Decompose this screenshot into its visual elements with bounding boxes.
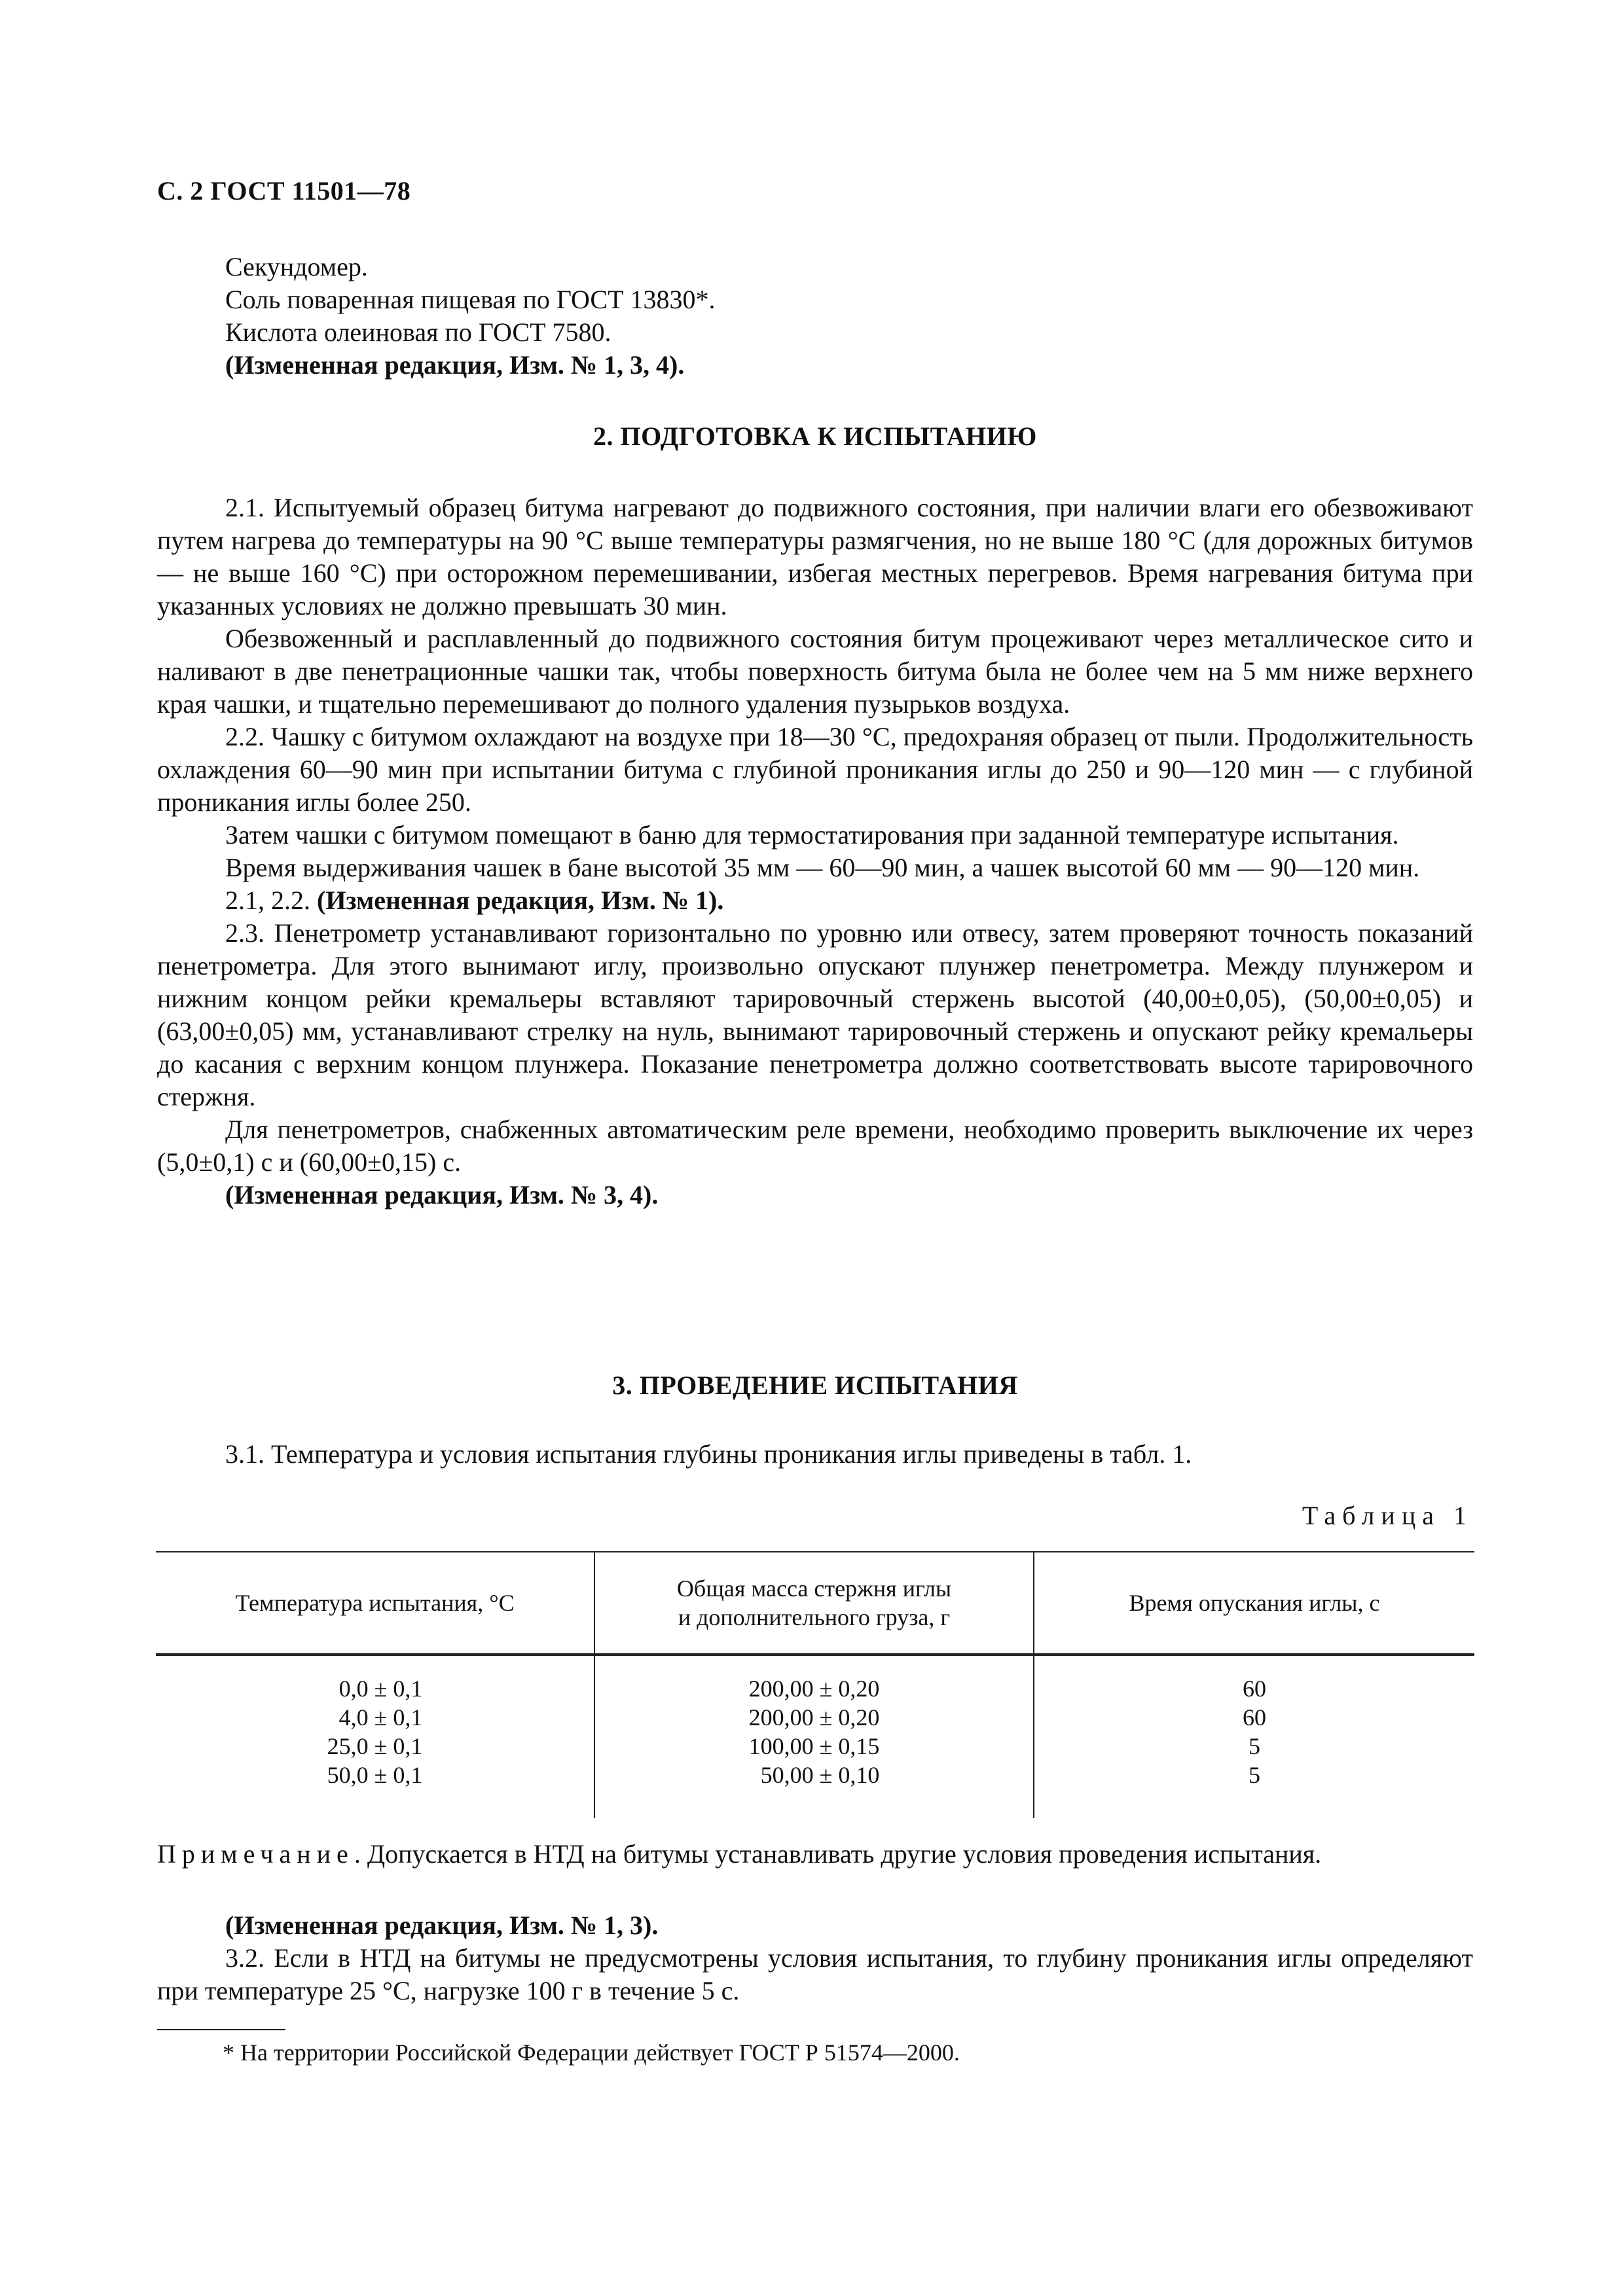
time-value: 60: [1243, 1704, 1266, 1731]
temp-value: 0,0 ± 0,1: [338, 1676, 423, 1702]
paragraph-3-2: 3.2. Если в НТД на битумы не предусмотрены условия испытания, то глубину проникания иглы определяют при температуре 25 °С, нагрузке 100 г в течение 5 с.: [157, 1943, 1473, 2005]
section-3-body: [157, 1909, 1473, 2007]
table-header-mass: [594, 1552, 1034, 1655]
table-1: [156, 1551, 1474, 1818]
time-value: 5: [1249, 1762, 1260, 1788]
table-header-row: [156, 1552, 1474, 1655]
paragraph-3-1: 3.1. Температура и условия испытания глубины проникания иглы приведены в табл. 1.: [225, 1439, 1192, 1469]
note-bold: (Измененная редакция, Изм. № 1).: [317, 886, 724, 915]
section-3: [157, 1369, 1473, 1402]
footnote: * На территории Российской Федерации действует ГОСТ Р 51574—2000.: [223, 2039, 960, 2066]
table-cell-time: [1034, 1655, 1474, 1818]
time-value: 60: [1243, 1676, 1266, 1702]
note-label: Примечание: [157, 1839, 354, 1869]
intro-line: Кислота олеиновая по ГОСТ 7580.: [225, 317, 611, 347]
intro-block: [157, 251, 1473, 382]
note-line: [157, 1838, 1473, 1871]
edition-note-3: (Измененная редакция, Изм. № 1, 3).: [225, 1910, 659, 1940]
temp-value: 4,0 ± 0,1: [338, 1704, 423, 1731]
table-cell-temp: [156, 1655, 594, 1818]
edition-note-2: [157, 884, 1473, 917]
temp-value: 25,0 ± 0,1: [327, 1733, 423, 1759]
edition-note: (Измененная редакция, Изм. № 1, 3, 4).: [225, 350, 685, 380]
table-header-temp: Температура испытания, °С: [235, 1590, 515, 1616]
section-3-intro: [157, 1438, 1473, 1471]
mass-value: 200,00 ± 0,20: [748, 1704, 880, 1731]
intro-line: Соль поваренная пищевая по ГОСТ 13830*.: [225, 285, 716, 314]
intro-line: Секундомер.: [225, 252, 368, 281]
time-value: 5: [1249, 1733, 1260, 1759]
paragraph-2-1: 2.1. Испытуемый образец битума нагревают до подвижного состояния, при наличии влаги его обезвоживают путем нагрева до температуры на 90 °С выше температуры размягчения, но не выше 180 °С (для дорожных битумов — не выше 160 °С) при осторожном перемешивании, избегая местных перегревов. Время нагревания битума при указанных условиях не должно превышать 30 мин.: [157, 493, 1473, 620]
paragraph-2-1b: Обезвоженный и расплавленный до подвижного состояния битум процеживают через металлическое сито и наливают в две пенетрационные чашки так, чтобы поверхность битума была не более чем на 5 мм ниже верхнего края чашки, и тщательно перемешивают до полного удаления пузырьков воздуха.: [157, 624, 1473, 719]
section-2-body: [157, 492, 1473, 1211]
note-text: . Допускается в НТД на битумы устанавливать другие условия проведения испытания.: [354, 1839, 1322, 1869]
header-mass-line1: Общая масса стержня иглы: [676, 1575, 952, 1602]
temp-value: 50,0 ± 0,1: [327, 1762, 423, 1788]
section-2-title: 2. ПОДГОТОВКА К ИСПЫТАНИЮ: [593, 422, 1037, 451]
note-prefix: 2.1, 2.2.: [225, 886, 317, 915]
paragraph-2-3: 2.3. Пенетрометр устанавливают горизонтально по уровню или отвесу, затем проверяют точность показаний пенетрометра. Для этого вынимают иглу, произвольно опускают плунжер пенетрометра. Между плунжером и нижним концом рейки кремальеры вставляют тарировочный стержень высотой (40,00±0,05), (50,00±0,05) и (63,00±0,05) мм, устанавливают стрелку на нуль, вынимают тарировочный стержень и опускают рейку кремальеры до касания с верхним концом плунжера. Показание пенетрометра должно соответствовать высоте тарировочного стержня.: [157, 918, 1473, 1111]
paragraph-2-3b: Для пенетрометров, снабженных автоматическим реле времени, необходимо проверить выключение их через (5,0±0,1) с и (60,00±0,15) с.: [157, 1115, 1473, 1177]
section-2: [157, 420, 1473, 453]
section-3-title: 3. ПРОВЕДЕНИЕ ИСПЫТАНИЯ: [612, 1371, 1018, 1400]
paragraph-2-2c: Время выдерживания чашек в бане высотой 35 мм — 60—90 мин, а чашек высотой 60 мм — 90—120 мин.: [225, 853, 1420, 882]
table-row: [156, 1655, 1474, 1818]
paragraph-2-2b: Затем чашки с битумом помещают в баню для термостатирования при заданной температуре испытания.: [225, 820, 1399, 850]
table-header-time: Время опускания иглы, с: [1034, 1552, 1474, 1655]
footnote-rule: [157, 2029, 285, 2030]
table-note: [157, 1838, 1473, 1871]
page-header: С. 2 ГОСТ 11501—78: [157, 176, 411, 206]
header-mass-line2: и дополнительного груза, г: [678, 1604, 951, 1630]
table-cell-mass: [594, 1655, 1034, 1818]
mass-value: 100,00 ± 0,15: [748, 1733, 880, 1759]
mass-value: 50,00 ± 0,10: [760, 1762, 880, 1788]
mass-value: 200,00 ± 0,20: [748, 1676, 880, 1702]
table-caption: Таблица 1: [1302, 1501, 1473, 1530]
edition-note-2-3: (Измененная редакция, Изм. № 3, 4).: [225, 1180, 659, 1210]
paragraph-2-2: 2.2. Чашку с битумом охлаждают на воздухе при 18—30 °С, предохраняя образец от пыли. Продолжительность охлаждения 60—90 мин при испытании битума с глубиной проникания иглы до 250 и 90—120 мин — с глубиной проникания иглы более 250.: [157, 722, 1473, 817]
